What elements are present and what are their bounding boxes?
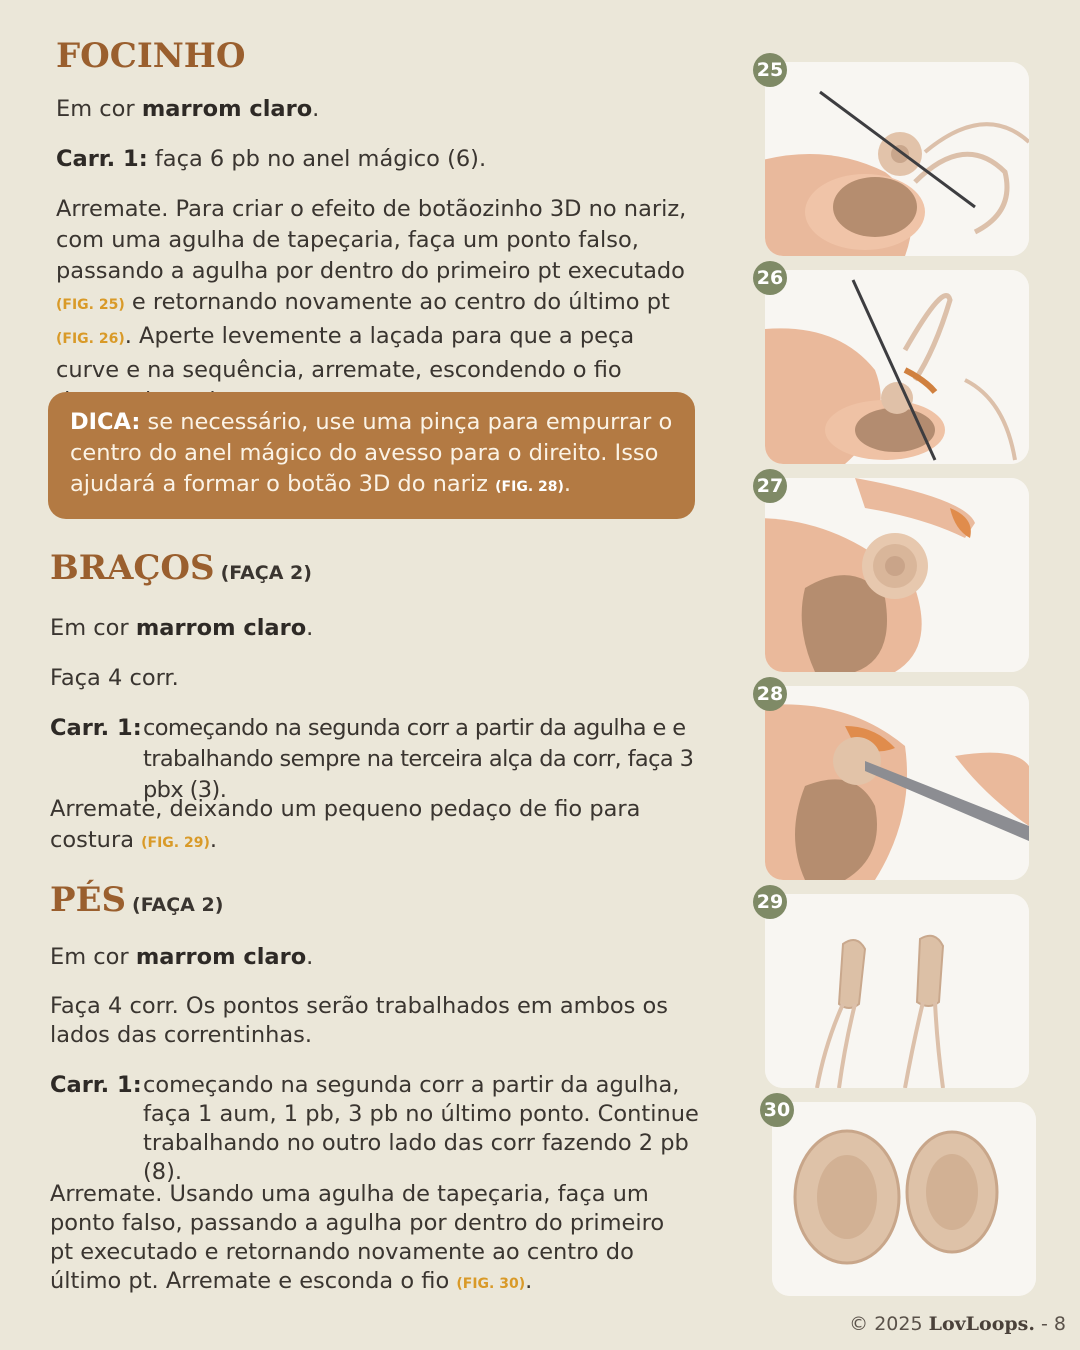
photo-fig-29 (765, 894, 1029, 1088)
bracos-round-1: Carr. 1: começando na segunda corr a partir da agulha e e trabalhando sempre na terceira alça da corr, faça 3 pbx (3). (50, 715, 694, 803)
fig-ref-26: (FIG. 26) (56, 331, 125, 347)
focinho-finish: Arremate. Para criar o efeito de botãozinho 3D no nariz, com uma agulha de tapeçaria, faça um ponto falso, passando a agulha por dentro do primeiro pt executado (FIG. 25) e retornando novamente ao centro do último pt (FIG. 26). Aperte levemente a laçada para que a peça curve e na sequência, arremate, escondendo o fio (56, 194, 696, 420)
tip-text: DICA: se necessário, use uma pinça para empurrar o centro do anel mágico do avesso para o direito. Isso ajudará a formar o botão 3D do nariz (FIG. 28). (70, 409, 673, 497)
pes-round-1: Carr. 1: começando na segunda corr a partir da agulha, faça 1 aum, 1 pb, 3 pb no último ponto. Continue trabalhando no outro lado das corr fazendo 2 pb (8). (50, 1072, 699, 1185)
photo-fig-25 (765, 62, 1029, 256)
tip-box (48, 392, 695, 519)
photo-fig-30 (772, 1102, 1036, 1296)
badge-25: 25 (753, 53, 787, 87)
section-title-pes: PÉS (FAÇA 2) (50, 880, 224, 920)
brand-logo: LovLoops. (928, 1313, 1035, 1335)
focinho-round-1: Carr. 1: faça 6 pb no anel mágico (6). (56, 146, 487, 172)
section-title-focinho: FOCINHO (56, 36, 246, 76)
fig-ref-30: (FIG. 30) (456, 1276, 526, 1292)
section-title-bracos: BRAÇOS (FAÇA 2) (50, 548, 312, 588)
badge-30: 30 (760, 1093, 794, 1127)
page-footer: © 2025 LovLoops. - 8 (849, 1313, 1066, 1335)
pes-subtitle: (FAÇA 2) (132, 894, 224, 916)
fig-ref-25: (FIG. 25) (56, 297, 125, 313)
badge-29: 29 (753, 885, 787, 919)
bracos-chain: Faça 4 corr. (50, 665, 179, 691)
fig-ref-28: (FIG. 28) (495, 479, 564, 495)
badge-27: 27 (753, 469, 787, 503)
photo-fig-27 (765, 478, 1029, 672)
bracos-subtitle: (FAÇA 2) (220, 562, 312, 584)
focinho-color: Em cor marrom claro. (56, 96, 320, 122)
pes-color: Em cor marrom claro. (50, 944, 314, 970)
badge-28: 28 (753, 677, 787, 711)
photo-fig-26 (765, 270, 1029, 464)
bracos-color: Em cor marrom claro. (50, 615, 314, 641)
pes-chain: Faça 4 corr. Os pontos serão trabalhados em ambos os lados das correntinhas. (50, 993, 668, 1048)
pes-finish: Arremate. Usando uma agulha de tapeçaria, faça um ponto falso, passando a agulha por dentro do primeiro pt executado e retornando novamente ao centro do último pt. Arremate e esconda o fio (FIG. 30). (50, 1181, 665, 1294)
photo-fig-28 (765, 686, 1029, 880)
fig-ref-29: (FIG. 29) (141, 835, 210, 851)
bracos-finish: Arremate, deixando um pequeno pedaço de fio para costura (FIG. 29). (50, 796, 641, 853)
badge-26: 26 (753, 261, 787, 295)
